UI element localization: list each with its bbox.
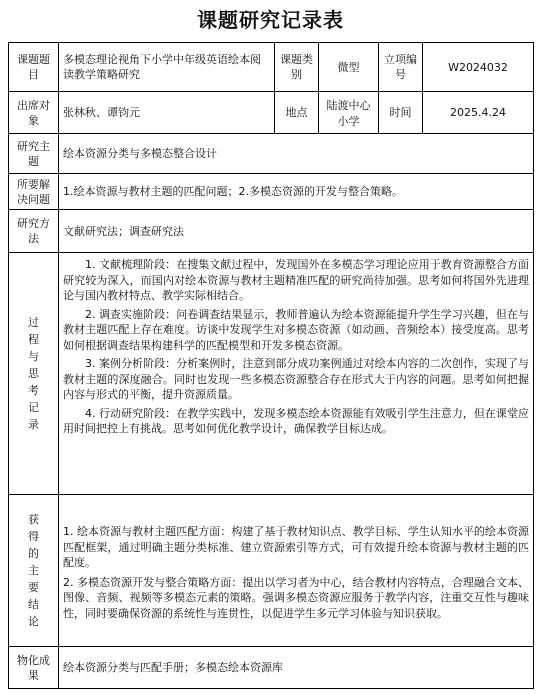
- attendees-label: 出席对象: [9, 92, 59, 134]
- results-label-char: 结: [28, 598, 39, 611]
- results-label-char: 得: [28, 530, 39, 543]
- time-label: 时间: [379, 92, 423, 134]
- results-content: [59, 495, 534, 647]
- process-content: [59, 253, 534, 495]
- process-label-char: 记: [28, 401, 39, 414]
- outcomes-label: 物化成果: [9, 647, 59, 689]
- results-label-char: 主: [28, 564, 39, 577]
- row-methods: [9, 210, 534, 253]
- time-value: 2025.4.24: [423, 92, 534, 134]
- process-label-char: 考: [28, 384, 39, 397]
- process-paragraph: 1. 文献梳理阶段：在搜集文献过程中，发现国外在多模态学习理论应用于教育资源整合方面研究较为深入，而国内对绘本资源与教材主题精准匹配的研究尚待加强。思考如何将国外先进理论与国内教材特点、教学实际相结合。: [63, 258, 529, 302]
- topic-label: 课题题目: [9, 43, 59, 92]
- row-process: [9, 253, 534, 495]
- process-label-char: 录: [28, 418, 39, 431]
- process-label-char: 思: [28, 367, 39, 380]
- row-results: [9, 495, 534, 647]
- research-theme-label: 研究主题: [9, 134, 59, 174]
- process-paragraph: 3. 案例分析阶段：分析案例时，注意到部分成功案例通过对绘本内容的二次创作，实现了与教材主题的深度融合。同时也发现一些多模态资源整合存在形式大于内容的问题。思考如何把握内容与形式的平衡，提升资源质量。: [63, 357, 529, 401]
- process-paragraph: 4. 行动研究阶段：在教学实践中，发现多模态绘本资源能有效吸引学生注意力，但在课堂应用时间把控上有挑战。思考如何优化教学设计，确保教学目标达成。: [63, 406, 529, 435]
- location-label: 地点: [275, 92, 319, 134]
- category-value: 微型: [319, 43, 379, 92]
- results-label-char: 要: [28, 581, 39, 594]
- process-label-char: 程: [28, 333, 39, 346]
- research-theme-value: 绘本资源分类与多模态整合设计: [59, 134, 534, 174]
- results-label-char: 的: [28, 547, 39, 560]
- category-label: 课题类别: [275, 43, 319, 92]
- attendees-value: 张林秋、谭钧元: [59, 92, 275, 134]
- row-problems: [9, 174, 534, 210]
- results-item: 1. 绘本资源与教材主题匹配方面：构建了基于教材知识点、教学目标、学生认知水平的绘本资源匹配框架，通过明确主题分类标准、建立资源索引等方式，可有效提升绘本资源与教材主题的匹配度。: [63, 525, 529, 569]
- row-topic: [9, 43, 534, 92]
- results-item: 2. 多模态资源开发与整合策略方面：提出以学习者为中心，结合教材内容特点，合理融合文本、图像、音频、视频等多模态元素的策略。强调多模态资源应服务于教学内容，注重交互性与趣味性，同时要确保资源的系统性与连贯性，以促进学生多元学习体验与知识获取。: [63, 575, 529, 620]
- row-attendees: [9, 92, 534, 134]
- process-label-char: 与: [28, 350, 39, 363]
- project-no-label: 立项编号: [379, 43, 423, 92]
- results-label: [9, 495, 59, 647]
- problems-label: 所要解决问题: [9, 174, 59, 210]
- topic-value: 多模态理论视角下小学中年级英语绘本阅读教学策略研究: [59, 43, 275, 92]
- row-research-theme: [9, 134, 534, 174]
- process-label: [9, 253, 59, 495]
- methods-label: 研究方法: [9, 210, 59, 253]
- project-no-value: W2024032: [423, 43, 534, 92]
- results-label-char: 论: [28, 615, 39, 628]
- document-title: 课题研究记录表: [197, 8, 344, 32]
- methods-value: 文献研究法；调查研究法: [59, 210, 534, 253]
- results-label-char: 获: [28, 513, 39, 526]
- problems-value: 1.绘本资源与教材主题的匹配问题；2.多模态资源的开发与整合策略。: [59, 174, 534, 210]
- record-table: [8, 42, 534, 689]
- location-value: 陆渡中心小学: [319, 92, 379, 134]
- row-outcomes: [9, 647, 534, 689]
- outcomes-value: 绘本资源分类与匹配手册；多模态绘本资源库: [59, 647, 534, 689]
- process-paragraph: 2. 调查实施阶段：问卷调查结果显示，教师普遍认为绘本资源能提升学生学习兴趣，但在与教材主题匹配上存在难度。访谈中发现学生对多模态资源（如动画、音频绘本）接受度高。思考如何根据调查结果构建科学的匹配模型和开发多模态资源。: [63, 307, 529, 352]
- process-label-char: 过: [28, 316, 39, 329]
